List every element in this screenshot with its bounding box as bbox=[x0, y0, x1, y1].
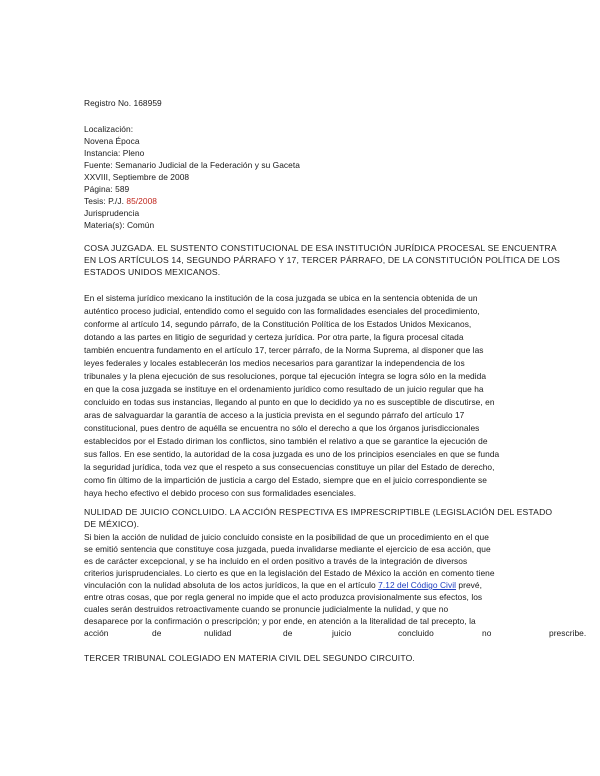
registro-number: Registro No. 168959 bbox=[84, 98, 162, 108]
meta-pagina: Página: 589 bbox=[84, 184, 130, 194]
paragraph-line: En el sistema jurídico mexicano la institución de la cosa juzgada se ubica en la sentencia obtenida de un bbox=[84, 293, 478, 303]
paragraph-line: como fin último de la impartición de justicia a cargo del Estado, siempre que en el juicio correspondiente se bbox=[84, 475, 488, 485]
paragraph-line: también encuentra fundamento en el artículo 17, tercer párrafo, de la Norma Suprema, al disponer que las bbox=[84, 345, 484, 355]
paragraph-line: conforme al artículo 14, segundo párrafo, de la Constitución Política de los Estados Unidos Mexicanos, bbox=[84, 319, 472, 329]
paragraph-line: cuales serán destruidos retroactivamente cuando se pronuncie judicialmente la nulidad, y que no bbox=[84, 604, 449, 614]
word: de bbox=[283, 628, 293, 638]
paragraph-line-with-link bbox=[84, 579, 482, 591]
paragraph-line: establecidos por el Estado diriman los conflictos, sino también el relativo a que se garantice la ejecución de bbox=[84, 436, 488, 446]
word: de bbox=[152, 628, 162, 638]
word: prescribe. bbox=[549, 628, 587, 638]
heading-cosa-juzgada-line: COSA JUZGADA. EL SUSTENTO CONSTITUCIONAL DE ESA INSTITUCIÓN JURÍDICA PROCESAL SE ENCUENTRA bbox=[84, 243, 557, 253]
paragraph-line: desaparece por la confirmación o prescripción; y por ende, en atención a la literalidad de tal precepto, la bbox=[84, 616, 476, 626]
paragraph-line: sus fallos. En ese sentido, la autoridad de la cosa juzgada es uno de los principios esenciales en que se funda bbox=[84, 449, 500, 459]
link-post-text: prevé, bbox=[456, 580, 482, 590]
paragraph-line: Si bien la acción de nulidad de juicio concluido consiste en la posibilidad de que un procedimiento en el que bbox=[84, 532, 489, 542]
word: concluido bbox=[398, 628, 434, 638]
heading-cosa-juzgada-line: EN LOS ARTÍCULOS 14, SEGUNDO PÁRRAFO Y 17, TERCER PÁRRAFO, DE LA CONSTITUCIÓN POLÍTICA DE LOS bbox=[84, 255, 561, 265]
meta-tipo: Jurisprudencia bbox=[84, 208, 140, 218]
paragraph-line: se emitió sentencia que constituye cosa juzgada, pueda invalidarse mediante el ejercicio de esa acción, que bbox=[84, 544, 491, 554]
meta-epoca: Novena Época bbox=[84, 136, 140, 146]
word: no bbox=[482, 628, 492, 638]
paragraph-line: haya hecho efectivo el debido proceso con sus formalidades esenciales. bbox=[84, 488, 357, 498]
word: nulidad bbox=[204, 628, 232, 638]
meta-materia: Materia(s): Común bbox=[84, 220, 155, 230]
paragraph-line: aras de salvaguardar la garantía de acceso a la justicia prevista en el segundo párrafo del artículo 17 bbox=[84, 410, 465, 420]
paragraph-line: dotando a las partes en litigio de seguridad y certeza jurídica. Por otra parte, la figura procesal citada bbox=[84, 332, 464, 342]
heading-nulidad-line: NULIDAD DE JUICIO CONCLUIDO. LA ACCIÓN RESPECTIVA ES IMPRESCRIPTIBLE (LEGISLACIÓN DEL ESTADO bbox=[84, 507, 553, 517]
word: juicio bbox=[332, 628, 352, 638]
link-pre-text: vinculación con la nulidad absoluta de los actos jurídicos, la que en el artículo bbox=[84, 580, 379, 590]
tesis-prefix: Tesis: P./J. bbox=[84, 196, 127, 206]
heading-nulidad-line: DE MÉXICO). bbox=[84, 519, 140, 529]
paragraph-line: concluido en todas sus instancias, llegando al punto en que lo decidido ya no es susceptible de discutirse, en bbox=[84, 397, 495, 407]
tribunal-heading: TERCER TRIBUNAL COLEGIADO EN MATERIA CIVIL DEL SEGUNDO CIRCUITO. bbox=[84, 653, 415, 663]
tesis-number: 85/2008 bbox=[126, 196, 158, 206]
paragraph-line: en que la cosa juzgada se instituye en el ordenamiento jurídico como resultado de un juicio regular que ha bbox=[84, 384, 484, 394]
codigo-civil-link[interactable]: 7.12 del Código Civil bbox=[378, 580, 457, 590]
paragraph-line: es de carácter excepcional, y se ha incluido en el orden positivo a través de la integración de diversos bbox=[84, 556, 468, 566]
paragraph-line: tribunales y la plena ejecución de sus resoluciones, porque tal ejecución íntegra se logra sólo en la medida bbox=[84, 371, 487, 381]
paragraph-line: la seguridad jurídica, toda vez que el respeto a sus consecuencias constituye un pilar del Estado de derecho, bbox=[84, 462, 495, 472]
meta-tomo: XXVIII, Septiembre de 2008 bbox=[84, 172, 190, 182]
paragraph-line: entre otras cosas, que por regla general no impide que el acto produzca provisionalmente sus efectos, los bbox=[84, 592, 483, 602]
paragraph-line: criterios jurisprudenciales. Lo cierto es que en la legislación del Estado de México la acción en comento tiene bbox=[84, 568, 495, 578]
heading-cosa-juzgada-line: ESTADOS UNIDOS MEXICANOS. bbox=[84, 267, 221, 277]
paragraph-line: leyes federales y locales establecerán los medios necesarios para garantizar la independencia de los bbox=[84, 358, 465, 368]
word: acción bbox=[84, 628, 109, 638]
meta-tesis bbox=[84, 195, 157, 207]
meta-localizacion: Localización: bbox=[84, 124, 134, 134]
meta-fuente: Fuente: Semanario Judicial de la Federación y su Gaceta bbox=[84, 160, 300, 170]
meta-instancia: Instancia: Pleno bbox=[84, 148, 145, 158]
paragraph-line: constitucional, pues dentro de aquélla se encuentra no sólo el derecho a que los órganos jurisdiccionales bbox=[84, 423, 480, 433]
paragraph-line: auténtico proceso judicial, entendido como el seguido con las formalidades esenciales del procedimiento, bbox=[84, 306, 480, 316]
